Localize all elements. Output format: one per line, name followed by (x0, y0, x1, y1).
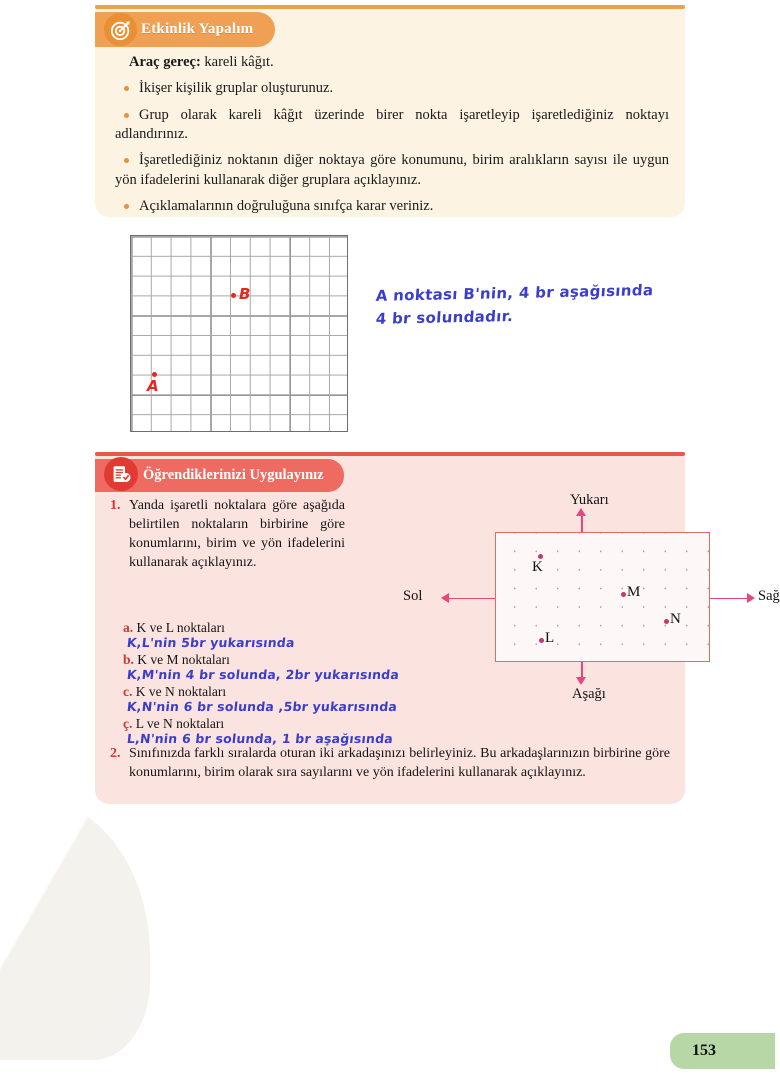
sub-item-b-answer: K,M'nin 4 br solunda, 2br yukarısında (126, 667, 400, 682)
dot-label-k: K (532, 559, 543, 575)
dot-label-n: N (670, 611, 681, 627)
arrow-right-shaft (710, 598, 748, 600)
materials-value: kareli kâğıt. (200, 54, 274, 70)
grid-point-b-dot (231, 293, 236, 298)
sub-item-c-marker: c. (123, 684, 133, 699)
handwritten-line-1: A noktası B'nin, 4 br aşağısında (375, 281, 654, 305)
dot-label-l: L (545, 630, 555, 646)
handwritten-line-2: 4 br solundadır. (375, 306, 514, 328)
direction-label-left: Sol (403, 588, 423, 604)
squared-paper-grid (130, 235, 348, 432)
arrow-down-head-icon (576, 677, 586, 685)
bullet-dot-icon (124, 113, 129, 118)
background-watermark (0, 800, 150, 1060)
sub-item-b-text: K ve M noktaları (137, 652, 230, 667)
practice-question-2 (110, 744, 670, 783)
arrow-up-shaft (581, 514, 583, 532)
activity-bullet-3-text: İşaretlediğiniz noktanın diğer noktaya göre konumunu, birim aralıkların sayısı ile uygun yön ifadelerini kullanarak diğer gruplara açıklayınız. (115, 152, 669, 188)
practice-q1-number: 1. (110, 498, 121, 513)
dot-point-m (621, 592, 626, 597)
clipboard-check-icon (104, 457, 138, 491)
activity-panel (95, 5, 685, 217)
practice-panel (95, 452, 780, 804)
dot-point-l (539, 638, 544, 643)
activity-bullet-1 (115, 79, 669, 98)
arrow-up-head-icon (576, 508, 586, 516)
sub-item-c-cedilla-answer: L,N'nin 6 br solunda, 1 br aşağısında (126, 731, 394, 746)
page-number-tab (670, 1033, 775, 1069)
materials-line (115, 53, 669, 72)
direction-label-up: Yukarı (570, 492, 609, 508)
page-number: 153 (692, 1042, 716, 1059)
direction-label-right: Sağ (758, 588, 780, 604)
target-icon (104, 13, 137, 46)
arrow-left-head-icon (441, 593, 449, 603)
practice-header-label: Öğrendiklerinizi Uygulayınız (143, 467, 324, 483)
materials-label: Araç gereç: (129, 54, 201, 70)
sub-item-a-answer: K,L'nin 5br yukarısında (126, 635, 296, 650)
grid-point-a-label: A (147, 377, 159, 395)
practice-question-1 (110, 496, 345, 572)
practice-q2-text: Sınıfınızda farklı sıralarda oturan iki arkadaşınızı belirleyiniz. Bu arkadaşlarınızın birbirine göre konumlarını, birim olarak sıra sayılarını ve yön ifadelerini kullanarak açıklayınız. (129, 746, 670, 781)
sub-item-c-cedilla (123, 716, 453, 746)
practice-q1-text: Yanda işaretli noktalara göre aşağıda belirtilen noktaların birbirine göre konumlarını, birim ve yön ifadelerini kullanarak açıklayınız. (129, 498, 345, 571)
sub-item-b-marker: b. (123, 652, 134, 667)
grid-point-b-label: B (239, 285, 251, 303)
sub-item-c-cedilla-text: L ve N noktaları (135, 716, 225, 731)
activity-header-label: Etkinlik Yapalım (141, 21, 254, 37)
activity-bullet-2-text: Grup olarak kareli kâğıt üzerinde birer nokta işaretleyip işaretlediğiniz noktayı adlandırınız. (115, 106, 669, 142)
sub-item-a-marker: a. (123, 620, 134, 635)
bullet-dot-icon (124, 204, 129, 209)
activity-bullet-4-text: Açıklamalarının doğruluğuna sınıfça karar veriniz. (139, 198, 434, 215)
activity-bullet-4 (115, 197, 669, 216)
sub-item-c-text: K ve N noktaları (135, 684, 227, 699)
activity-bullet-3 (115, 151, 669, 190)
arrow-left-shaft (448, 598, 495, 600)
bullet-dot-icon (124, 86, 129, 91)
activity-bullet-2 (115, 106, 669, 145)
dot-point-n (664, 619, 669, 624)
sub-item-c-cedilla-marker: ç. (123, 716, 133, 731)
activity-handwritten-answer (376, 282, 653, 327)
squared-paper-figure (130, 235, 348, 432)
dot-grid-box (495, 532, 710, 662)
bullet-dot-icon (124, 158, 129, 163)
activity-bullet-1-text: İkişer kişilik gruplar oluşturunuz. (139, 80, 334, 97)
sub-item-a-text: K ve L noktaları (136, 620, 225, 635)
dot-label-m: M (627, 584, 641, 600)
sub-item-c-answer: K,N'nin 6 br solunda ,5br yukarısında (126, 699, 398, 714)
direction-diagram (400, 492, 780, 702)
practice-top-rule (95, 452, 685, 456)
activity-top-rule (95, 5, 685, 9)
activity-body (95, 53, 685, 224)
practice-q2-number: 2. (110, 746, 121, 761)
sub-item-c-cedilla-label (123, 716, 453, 732)
arrow-right-head-icon (747, 593, 755, 603)
direction-label-down: Aşağı (572, 686, 606, 702)
